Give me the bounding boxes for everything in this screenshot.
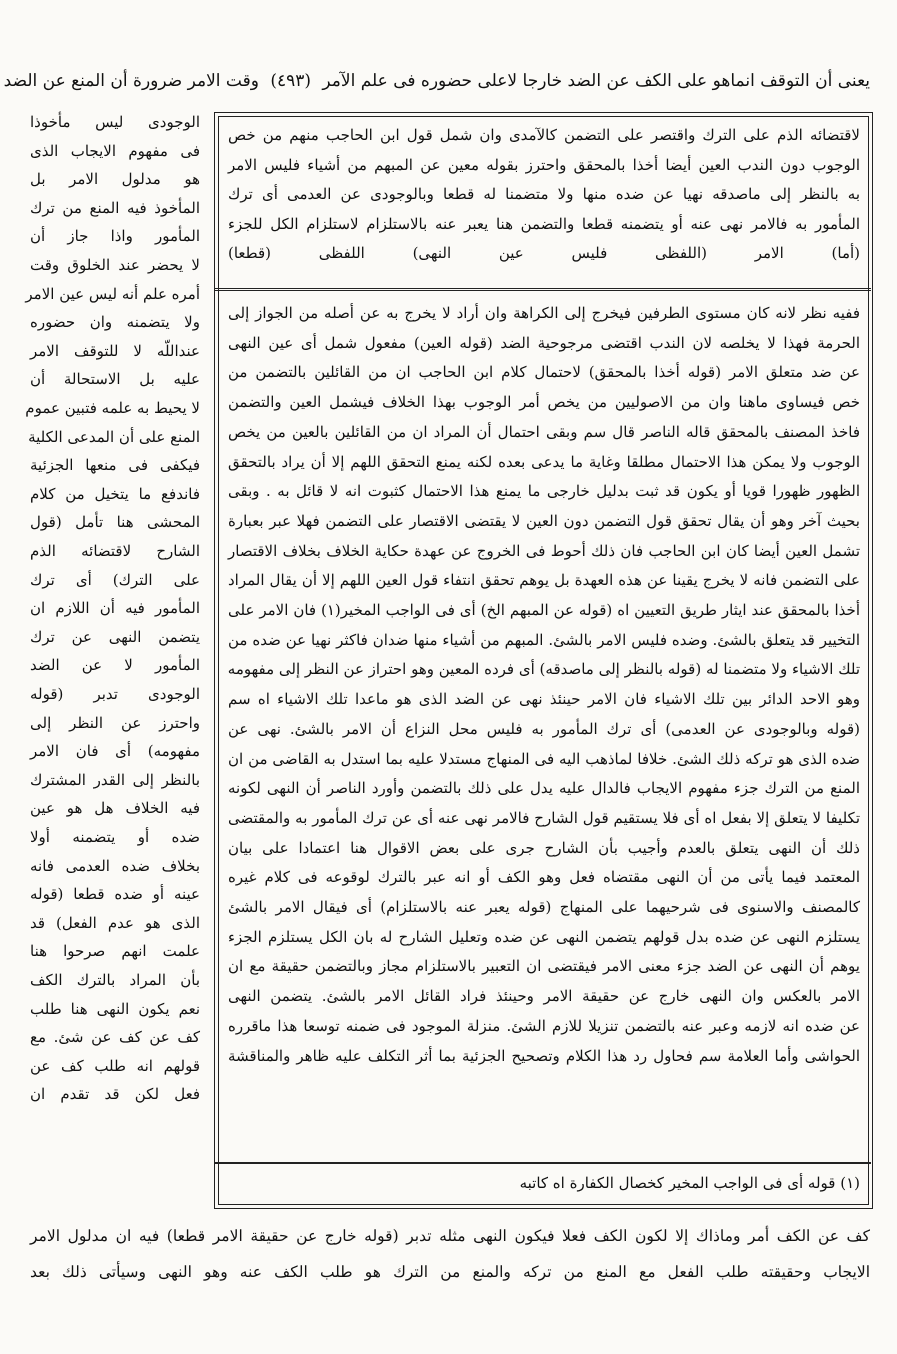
margin-text-line: المنع على أن المدعى الكلية [28, 427, 200, 446]
commentary-text-line: الحرمة فهذا لا يخلصه لان الندب اقتضى مرجوحية الضد (قوله العين) مفعول شمل أى عين النهى [228, 333, 860, 352]
margin-text-line: فيكفى فى منعها الجزئية [30, 456, 200, 475]
margin-text-line: فاندفع ما يتخيل من كلام [30, 484, 200, 503]
commentary-text-line: الوجوب ولا يمكن هذا الاحتمال مطلقا وغاية ما يدعى بعده لكنه يمنع التحقق اللهم إلا أن يراد بالتحقق [228, 452, 860, 471]
commentary-text-line: يوهم أن النهى عن الضد جزء معنى الامر فيقتضى ان التعبير بالاستلزام مجاز وبالتضمن حقيقة مع ان [228, 957, 860, 976]
margin-text-line: عليه بل الاستحالة أن [30, 370, 200, 389]
margin-text-line: علمت انهم صرحوا هنا [30, 942, 200, 961]
margin-text-line: الوجودى تدبر (قوله [30, 685, 200, 703]
margin-text-line: ولا يتضمنه وان حضوره [30, 313, 200, 332]
margin-text-line: المأخوذ فيه المنع من ترك [30, 198, 200, 217]
matn-divider [214, 288, 871, 291]
margin-text-line: فى مفهوم الايجاب الذى [30, 141, 200, 160]
margin-text-line: لا يحضر عند الخلوق وقت [30, 256, 200, 274]
commentary-text-line: تكليفا لا يتعلق إلا بفعل اه أى فلا يستقيم قول الشارح فالامر نهى عنه أى عن ترك المأمور به والمقتضى [228, 808, 860, 827]
bottom-text-line: الايجاب وحقيقته طلب الفعل مع المنع من تركه والمنع من الترك هو طلب الكف عنه وهو النهى وسيأتى ذلك بعد [30, 1263, 870, 1281]
margin-text-line: المحشى هنا تأمل (قول [30, 513, 200, 532]
margin-text-line: على الترك) أى ترك [30, 570, 200, 589]
upper-text-line: المأمور به فالامر نهى عنه أو يتضمنه قطعا والتضمن هنا يعبر عنه بالاستلزام لاستلزام الكل للجزء [228, 214, 860, 233]
commentary-text-line: ضده الذى هو تركه ذلك الشئ. خلافا لماذهب اليه فى المنهاج مستدلا عليه بما استدل به القاضى من ان [228, 749, 860, 768]
commentary-text-line: بحيث آخر وهو أن يقال تحقق قول التضمن دون العين لا يقتضى الاقتصار على التضمن فهلا عبر بعبارة [228, 511, 860, 530]
commentary-text-line: تشمل العين أيضا كان ابن الحاجب فان ذلك أحوط فى الخروج عن عهدة حكاية الخلاف بخلاف الاقتصار [228, 541, 860, 560]
margin-text-line: هو مدلول الامر بل [30, 170, 200, 189]
commentary-text-line: الظهور ظهورا قويا أو يكون قد ثبت بدليل خارجى ما يمنع هذا الاحتمال كثبوت انه لا قائل به . وبقى [228, 482, 860, 501]
margin-text-line: مفهومه) أى فان الامر [30, 742, 200, 761]
commentary-text-line: على التضمن فانه لا يخرج يقينا عن هذه العهدة بل يوهم تحقق انتفاء قول العين اللهم إلا أن يقال المراد [228, 571, 860, 590]
margin-text-line: بأن المراد بالترك الكف [30, 971, 200, 989]
header-text-before: يعنى أن التوقف انماهو على الكف عن الضد خارجا لاعلى حضوره فى علم الآمر [322, 71, 870, 91]
commentary-text-line: عن ضده انه لازمه وعبر عنه بالتضمن تنزيلا للازم الشئ. منزلة الموجود فى ضمنه توسعا هذا ماقرره [228, 1016, 860, 1035]
margin-text-line: عينه أو ضده قطعا (قوله [30, 885, 200, 904]
margin-text-line: بخلاف ضده العدمى فانه [30, 856, 200, 875]
footnote-rule [214, 1162, 871, 1164]
commentary-text-line: المنع من الترك جزء مفهوم الايجاب فالدال عليه يدل على ذلك بالتضمن وأورد الناصر أن النهى لكونه [228, 779, 860, 798]
margin-text-line: المأمور واذا جاز أن [30, 227, 200, 246]
commentary-text-line: وهو الاحد الدائر بين تلك الاشياء فان الامر حينئذ نهى عن الضد الذى هو ماعدا تلك الاشياء اه سم [228, 690, 860, 709]
commentary-text-line: الحواشى وأما العلامة سم فحاول رد هذا الكلام وتصحيح الجزئية بما أثر التكلف عليه ظاهر والمناقشة [228, 1046, 860, 1065]
commentary-text-line: ذلك أن النهى يتعلق بالعدم وأجيب بأن الشارح جرى على بعض الاقوال هنا اعتمادا على بيان [228, 838, 860, 857]
margin-text-line: لا يحيط به علمه فتبين عموم [25, 399, 200, 417]
upper-text-line: لاقتضائه الذم على الترك واقتصر على التضمن كالآمدى وان شمل قول ابن الحاجب منهم من خص [228, 126, 860, 144]
footnote: (١) قوله أى فى الواجب المخير كخصال الكفارة اه كاتبه [519, 1174, 860, 1192]
margin-text-line: الشارح لاقتضائه الذم [30, 542, 200, 560]
commentary-text-line: تلك الاشياء ولا متضمنا له (قوله بالنظر إلى ماصدقه) أى فرده المعين وهو احتراز عن النظر إلى مفهومه [227, 660, 860, 679]
commentary-text-line: كالمصنف والاسنوى فى شرحيهما على المنهاج (قوله يعبر عنه بالاستلزام) أى فيقال الامر بالشئ [228, 898, 860, 916]
commentary-text-line: التخيير قد يتعلق بالشئ. وضده فليس الامر بالشئ. المبهم من أشياء منها ضدان فاكثر نهيا عن ضده من [228, 630, 860, 649]
margin-text-line: المأمور لا عن الضد [30, 656, 200, 675]
commentary-text-line: المعتمد فيما يأتى من أن النهى مقتضاه فعل وهو الكف أو انه عبر بالترك لوقوعه فى كلام غيره [228, 868, 860, 887]
commentary-text-line: الامر بالعكس وان النهى خارج عن حقيقة الامر وحينئذ فراد القائل الامر بالشئ. يتضمن النهى [228, 987, 860, 1006]
margin-text-line: يتضمن النهى عن ترك [30, 627, 200, 646]
margin-text-line: الوجودى ليس مأخوذا [30, 113, 200, 131]
upper-text-line: به بالنظر إلى ماصدقه نهيا عن ضده منها ولا متضمنا له قطعا وبالوجودى عن العدمى أى ترك [228, 185, 860, 203]
commentary-text-line: عن ضد متعلق الامر (قوله أخذا بالمحقق) لاحتمال كلام ابن الحاجب ان من القائلين بالتضمن من [228, 363, 860, 382]
margin-text-line: أمره علم أنه ليس عين الامر [25, 284, 200, 303]
page-number: (٤٩٣) [270, 71, 312, 91]
margin-text-line: نعم يكون النهى هنا طلب [30, 999, 200, 1018]
upper-text-line: (أما) الامر (اللفظى فليس عين النهى) اللفظى (قطعا) [228, 244, 860, 262]
margin-text-line: بالنظر إلى القدر المشترك [30, 770, 200, 789]
commentary-text-line: فاخذ المصنف بالمحقق قاله الناصر قال سم وبقى احتمال أن المراد ان من القائلين بالعين من يخص [228, 422, 860, 441]
margin-text-line: الذى هو عدم الفعل) قد [30, 913, 200, 932]
bottom-text-line: كف عن الكف أمر وماذاك إلا لكون الكف فعلا فيكون النهى مثله تدبر (قوله خارج عن حقيقة الامر قطعا) فيه ان مدلول الامر [30, 1227, 870, 1245]
margin-text-line: عنداللّه لا للتوقف الامر [30, 341, 200, 360]
commentary-text-line: يستلزم النهى عن ضده بدل قولهم يتضمن النهى عن ضده وتعليل الشارح له بان الكل يستلزم الجزء [228, 927, 860, 946]
running-header [3, 68, 870, 94]
margin-text-line: قولهم انه طلب كف عن [30, 1056, 200, 1075]
commentary-text-line: أخذا بالمحقق عند ايثار طريق التعيين اه (قوله عن المبهم الخ) أى فى الواجب المخير(١) فان الامر على [228, 601, 860, 619]
header-text-after: وقت الامر ضرورة أن المنع عن الضد [3, 71, 259, 91]
margin-text-line: المأمور فيه أن اللازم ان [30, 599, 200, 618]
upper-text-line: الوجوب دون الندب العين أيضا أخذا بالمحقق واحترز بقوله معين عن المبهم من أشياء فليس الامر [228, 155, 860, 174]
margin-text-line: فعل لكن قد تقدم ان [30, 1085, 200, 1104]
commentary-text-line: خص فيساوى ماهنا وان من الاصوليين من يخص أمر الوجوب بهذا الخلاف فيشمل العين والتضمن [228, 393, 860, 412]
margin-text-line: كف عن كف عن شئ. مع [30, 1028, 200, 1047]
margin-text-line: فيه الخلاف هل هو عين [30, 799, 200, 818]
margin-text-line: واحترز عن النظر إلى [30, 713, 200, 732]
margin-text-line: ضده أو يتضمنه أولا [30, 828, 200, 846]
commentary-text-line: ففيه نظر لانه كان مستوى الطرفين فيخرج إلى الكراهة وان أراد لا يخرج به عن أصله من الجواز إلى [228, 304, 860, 322]
commentary-text-line: (قوله وبالوجودى عن العدمى) أى ترك المأمور به فليس محل النزاع أن الامر بالشئ. نهى عن [228, 719, 860, 738]
